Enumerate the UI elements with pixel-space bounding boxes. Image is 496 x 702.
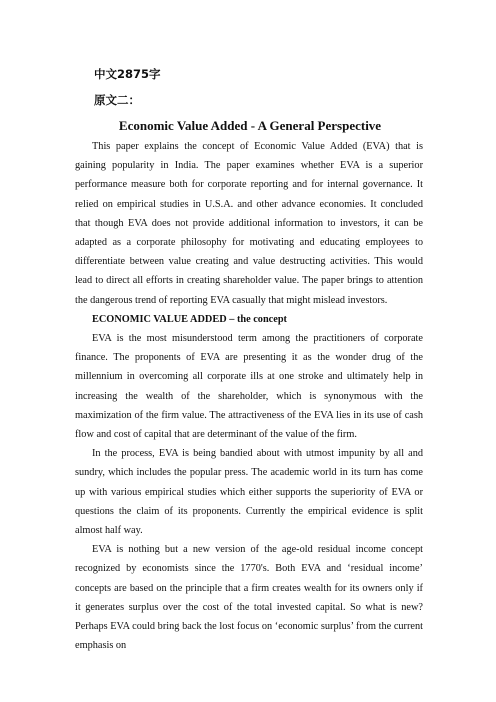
body-text (75, 137, 423, 655)
abstract-paragraph: This paper explains the concept of Economic Value Added (EVA) that is gaining popularity in India. The paper examines whether EVA is a superior performance measure both for corporate reporting and for internal governance. It relied on empirical studies in U.S.A. and other advance economies. It concluded that though EVA does not provide additional information to investors, it can be adapted as a corporate philosophy for motivating and educating employees to differentiate between value creating and value destructing activities. This would lead to direct all efforts in creating shareholder value. The paper brings to attention the dangerous trend of reporting EVA casually that might mislead investors. (75, 141, 423, 306)
document-title: Economic Value Added - A General Perspective (118, 118, 382, 133)
word-count-label: 中文2875字 (94, 67, 161, 81)
body-paragraph: EVA is the most misunderstood term among the practitioners of corporate finance. The proponents of EVA are presenting it as the wonder drug of the millennium in overcoming all corporate ills at one stroke and ultimately help in increasing the wealth of the shareholder, which is synonymous with the maximization of the firm value. The attractiveness of the EVA lies in its use of cash flow and cost of capital that are determinant of the value of the firm. (75, 333, 423, 441)
source-label: 原文二： (94, 93, 140, 107)
body-paragraph: In the process, EVA is being bandied about with utmost impunity by all and sundry, which includes the popular press. The academic world in its turn has come up with various empirical studies which either supports the superiority of EVA or questions the claim of its proponents. Currently the empirical evidence is split almost half way. (75, 448, 423, 537)
section-heading: ECONOMIC VALUE ADDED – the concept (92, 313, 287, 325)
body-paragraph: EVA is nothing but a new version of the age-old residual income concept recognized by economists since the 1770's. Both EVA and ‘residual income’ concepts are based on the principle that a firm creates wealth for its owners only if it generates surplus over the cost of the total invested capital. So what is new? Perhaps EVA could bring back the lost focus on ‘economic surplus’ from the current emphasis on (75, 544, 423, 652)
